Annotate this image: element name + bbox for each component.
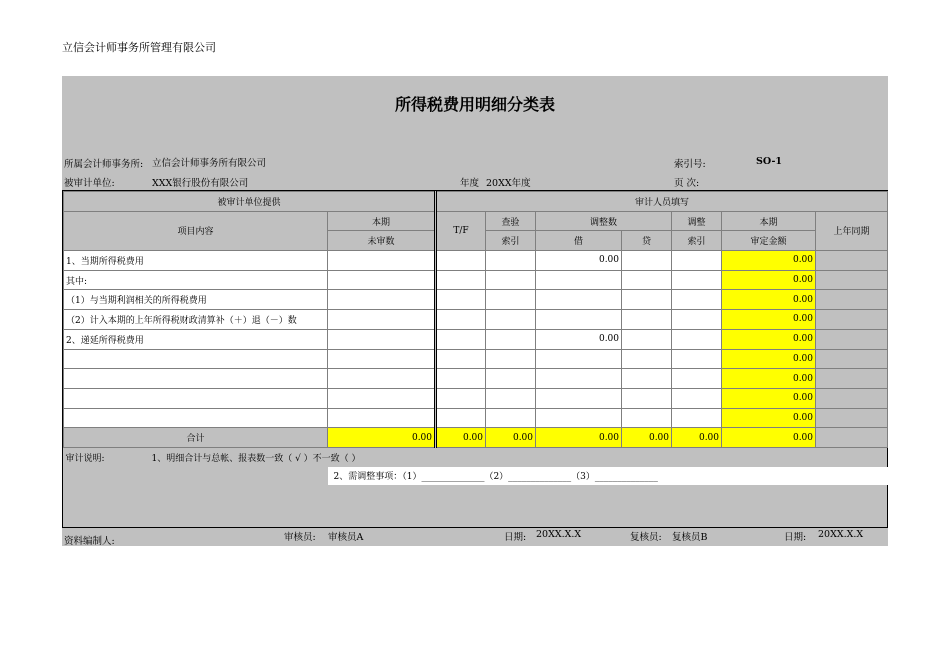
total-debit: 0.00 bbox=[536, 428, 622, 448]
debit-cell bbox=[536, 290, 622, 310]
audited-cell: 0.00 bbox=[722, 388, 816, 408]
unaudited-cell bbox=[328, 251, 436, 271]
col-audited-header-bottom: 审定金额 bbox=[722, 231, 816, 251]
tf-cell bbox=[436, 251, 486, 271]
prior-year-cell bbox=[816, 290, 888, 310]
credit-cell bbox=[622, 408, 672, 428]
unaudited-cell bbox=[328, 388, 436, 408]
item-cell: （1）与当期利润相关的所得税费用 bbox=[64, 290, 328, 310]
tf-cell bbox=[436, 408, 486, 428]
col-check-header-top: 查验 bbox=[486, 211, 536, 231]
date2-label: 日期: bbox=[784, 532, 807, 543]
check-index-cell bbox=[486, 310, 536, 330]
col-tf-header: T/F bbox=[436, 211, 486, 250]
total-tf: 0.00 bbox=[436, 428, 486, 448]
prior-year-cell bbox=[816, 369, 888, 389]
check-index-cell bbox=[486, 369, 536, 389]
unaudited-cell bbox=[328, 290, 436, 310]
credit-cell bbox=[622, 310, 672, 330]
item-cell bbox=[64, 349, 328, 369]
check-index-cell bbox=[486, 251, 536, 271]
col-item-header: 项目内容 bbox=[64, 211, 328, 250]
notes-row-2 bbox=[64, 467, 888, 486]
item-cell bbox=[64, 408, 328, 428]
check-index-cell bbox=[486, 329, 536, 349]
debit-cell bbox=[536, 408, 622, 428]
prior-year-cell bbox=[816, 388, 888, 408]
tf-cell bbox=[436, 388, 486, 408]
table-row bbox=[64, 290, 888, 310]
debit-cell: 0.00 bbox=[536, 329, 622, 349]
debit-cell bbox=[536, 349, 622, 369]
debit-cell: 0.00 bbox=[536, 251, 622, 271]
prior-year-cell bbox=[816, 349, 888, 369]
credit-cell bbox=[622, 290, 672, 310]
firm-name: 立信会计师事务所管理有限公司 bbox=[62, 41, 216, 54]
audited-cell: 0.00 bbox=[722, 408, 816, 428]
adjust-index-cell bbox=[672, 310, 722, 330]
audited-cell: 0.00 bbox=[722, 290, 816, 310]
item-cell: 1、当期所得税费用 bbox=[64, 251, 328, 271]
total-unaudited: 0.00 bbox=[328, 428, 436, 448]
check-index-cell bbox=[486, 388, 536, 408]
entity-label: 被审计单位: bbox=[64, 178, 115, 189]
unaudited-cell bbox=[328, 349, 436, 369]
unaudited-cell bbox=[328, 270, 436, 290]
col-debit-header: 借 bbox=[536, 231, 622, 251]
audited-cell: 0.00 bbox=[722, 310, 816, 330]
table-row bbox=[64, 251, 888, 271]
prior-year-cell bbox=[816, 329, 888, 349]
credit-cell bbox=[622, 270, 672, 290]
prior-year-cell bbox=[816, 408, 888, 428]
check-index-cell bbox=[486, 349, 536, 369]
group-client-header: 被审计单位提供 bbox=[64, 192, 436, 212]
item-cell: 其中: bbox=[64, 270, 328, 290]
tf-cell bbox=[436, 349, 486, 369]
debit-cell bbox=[536, 369, 622, 389]
entity-value: XXX银行股份有限公司 bbox=[152, 178, 249, 189]
table-row bbox=[64, 310, 888, 330]
col-audited-header-top: 本期 bbox=[722, 211, 816, 231]
table-row bbox=[64, 369, 888, 389]
worksheet bbox=[62, 76, 888, 546]
tf-cell bbox=[436, 310, 486, 330]
credit-cell bbox=[622, 369, 672, 389]
notes-label: 审计说明: bbox=[65, 453, 105, 464]
reviewer-value: 审核员A bbox=[328, 532, 364, 543]
sheet-title: 所得税费用明细分类表 bbox=[394, 95, 555, 114]
table-row bbox=[64, 388, 888, 408]
date1-value: 20XX.X.X bbox=[536, 529, 582, 540]
year-value: 20XX年度 bbox=[486, 178, 531, 189]
total-prior bbox=[816, 428, 888, 448]
unaudited-cell bbox=[328, 310, 436, 330]
debit-cell bbox=[536, 310, 622, 330]
index-label: 索引号: bbox=[674, 159, 706, 170]
total-row bbox=[64, 428, 888, 448]
check-index-cell bbox=[486, 408, 536, 428]
total-check: 0.00 bbox=[486, 428, 536, 448]
prior-year-cell bbox=[816, 270, 888, 290]
col-check-header-bottom: 索引 bbox=[486, 231, 536, 251]
table-row bbox=[64, 408, 888, 428]
credit-cell bbox=[622, 349, 672, 369]
audited-cell: 0.00 bbox=[722, 270, 816, 290]
prior-year-cell bbox=[816, 251, 888, 271]
adjust-index-cell bbox=[672, 290, 722, 310]
col-unaudited-header-bottom: 未审数 bbox=[328, 231, 436, 251]
item-cell bbox=[64, 369, 328, 389]
group-auditor-header: 审计人员填写 bbox=[436, 192, 888, 212]
group-header-row bbox=[64, 192, 888, 212]
credit-cell bbox=[622, 388, 672, 408]
tf-cell bbox=[436, 290, 486, 310]
unaudited-cell bbox=[328, 408, 436, 428]
tf-cell bbox=[436, 270, 486, 290]
unaudited-cell bbox=[328, 369, 436, 389]
total-credit: 0.00 bbox=[622, 428, 672, 448]
credit-cell bbox=[622, 251, 672, 271]
prior-year-cell bbox=[816, 310, 888, 330]
adjust-index-cell bbox=[672, 369, 722, 389]
adjust-index-cell bbox=[672, 349, 722, 369]
debit-cell bbox=[536, 388, 622, 408]
note-consistency: 1、明细合计与总帐、报表数一致（ √ ）不一致（ ） bbox=[151, 453, 361, 464]
adjust-index-cell bbox=[672, 408, 722, 428]
rechecker-value: 复核员B bbox=[672, 532, 708, 543]
adjust-index-cell bbox=[672, 329, 722, 349]
audited-cell: 0.00 bbox=[722, 369, 816, 389]
office-label: 所属会计师事务所: bbox=[64, 159, 144, 170]
notes-row-1 bbox=[64, 447, 888, 466]
table-row bbox=[64, 270, 888, 290]
col-adjust-header: 调整数 bbox=[536, 211, 672, 231]
table-row bbox=[64, 329, 888, 349]
col-prior-header: 上年同期 bbox=[816, 211, 888, 250]
col-unaudited-header-top: 本期 bbox=[328, 211, 436, 231]
table-row bbox=[64, 349, 888, 369]
audited-cell: 0.00 bbox=[722, 251, 816, 271]
detail-table bbox=[62, 190, 888, 528]
tf-cell bbox=[436, 369, 486, 389]
audited-cell: 0.00 bbox=[722, 349, 816, 369]
item-cell bbox=[64, 388, 328, 408]
preparer-label: 资料编制人: bbox=[64, 536, 115, 547]
date1-label: 日期: bbox=[504, 532, 527, 543]
rechecker-label: 复核员: bbox=[630, 532, 662, 543]
total-adjust-idx: 0.00 bbox=[672, 428, 722, 448]
item-cell: （2）计入本期的上年所得税财政清算补（＋）退（－）数 bbox=[64, 310, 328, 330]
total-audited: 0.00 bbox=[722, 428, 816, 448]
tf-cell bbox=[436, 329, 486, 349]
adjust-index-cell bbox=[672, 251, 722, 271]
adjust-index-cell bbox=[672, 270, 722, 290]
note-adjustments: 2、需调整事项：（1）______________（2）______________（3）______________ bbox=[328, 467, 888, 486]
check-index-cell bbox=[486, 290, 536, 310]
col-adjust-idx-header-bottom: 索引 bbox=[672, 231, 722, 251]
page-label: 页 次: bbox=[674, 178, 700, 189]
index-value: SO-1 bbox=[756, 156, 783, 167]
credit-cell bbox=[622, 329, 672, 349]
reviewer-label: 审核员: bbox=[284, 532, 316, 543]
item-cell: 2、递延所得税费用 bbox=[64, 329, 328, 349]
year-label: 年度 bbox=[460, 178, 480, 189]
column-header-row bbox=[64, 211, 888, 231]
unaudited-cell bbox=[328, 329, 436, 349]
date2-value: 20XX.X.X bbox=[818, 529, 864, 540]
adjust-index-cell bbox=[672, 388, 722, 408]
col-adjust-idx-header-top: 调整 bbox=[672, 211, 722, 231]
audited-cell: 0.00 bbox=[722, 329, 816, 349]
check-index-cell bbox=[486, 270, 536, 290]
office-value: 立信会计师事务所有限公司 bbox=[152, 158, 267, 169]
col-credit-header: 贷 bbox=[622, 231, 672, 251]
debit-cell bbox=[536, 270, 622, 290]
total-label: 合计 bbox=[64, 428, 328, 448]
